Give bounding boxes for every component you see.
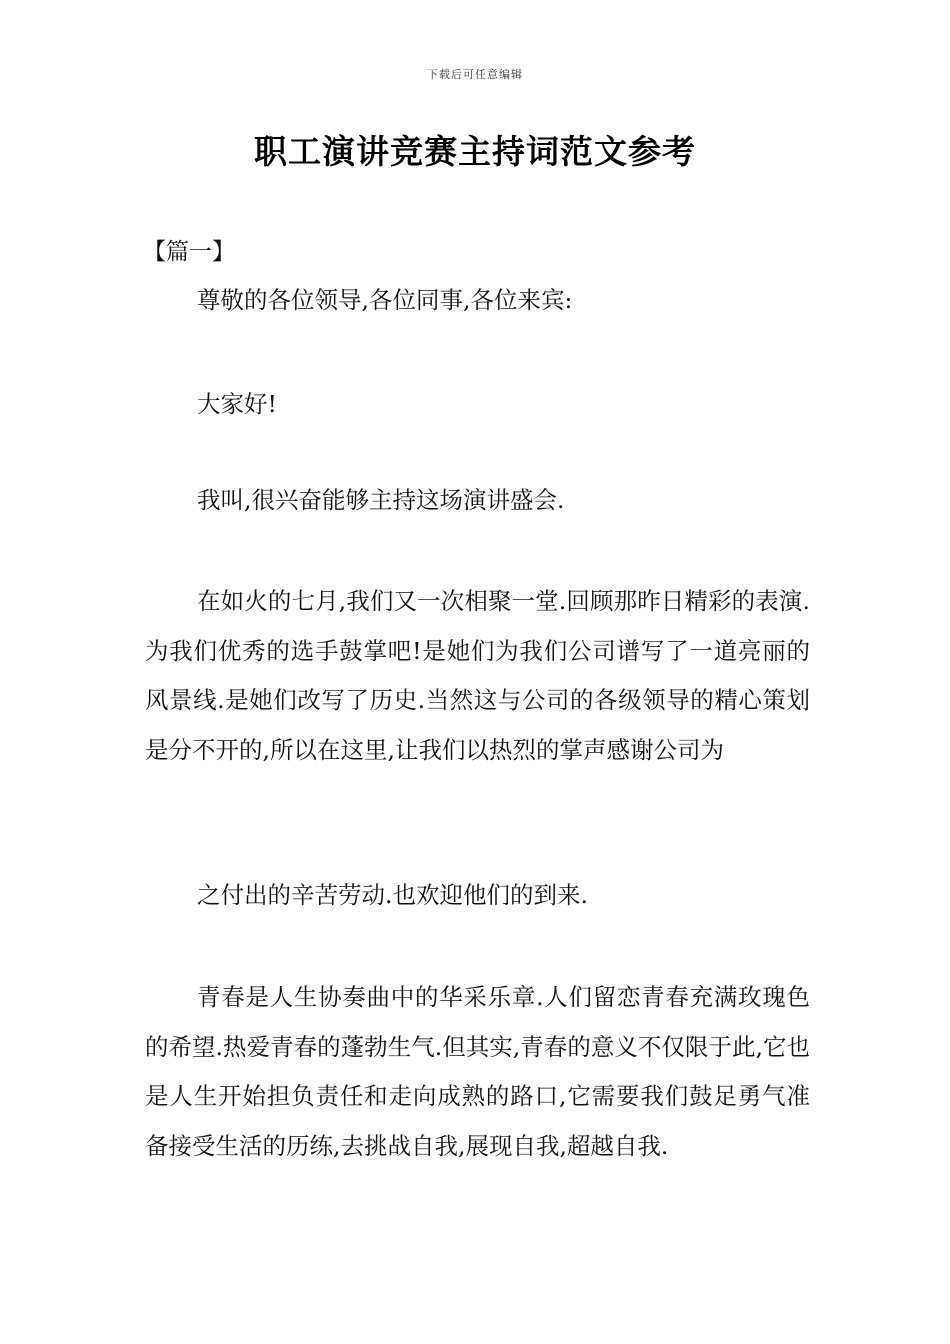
paragraph-july-gathering: 在如火的七月,我们又一次相聚一堂.回顾那昨日精彩的表演.为我们优秀的选手鼓掌吧!是她们为我们公司谱写了一道亮丽的风景线.是她们改写了历史.当然这与公司的各级领导的精心策划是分不开的,所以在这里,让我们以热烈的掌声感谢公司为 (145, 587, 810, 764)
paragraph-youth: 青春是人生协奏曲中的华采乐章.人们留恋青春充满玫瑰色的希望.热爱青春的蓬勃生气.但其实,青春的意义不仅限于此,它也是人生开始担负责任和走向成熟的路口,它需要我们鼓足勇气准备接受生活的历练,去挑战自我,展现自我,超越自我. (145, 983, 810, 1160)
paragraph-greeting: 尊敬的各位领导,各位同事,各位来宾: (197, 286, 573, 314)
document-title: 职工演讲竞赛主持词范文参考 (254, 132, 696, 171)
section-label: 【篇一】 (143, 239, 235, 265)
header-note: 下载后可任意编辑 (427, 68, 523, 81)
paragraph-hello: 大家好! (197, 390, 277, 418)
paragraph-introduction: 我叫,很兴奋能够主持这场演讲盛会. (197, 486, 565, 514)
paragraph-welcome: 之付出的辛苦劳动.也欢迎他们的到来. (197, 881, 588, 909)
